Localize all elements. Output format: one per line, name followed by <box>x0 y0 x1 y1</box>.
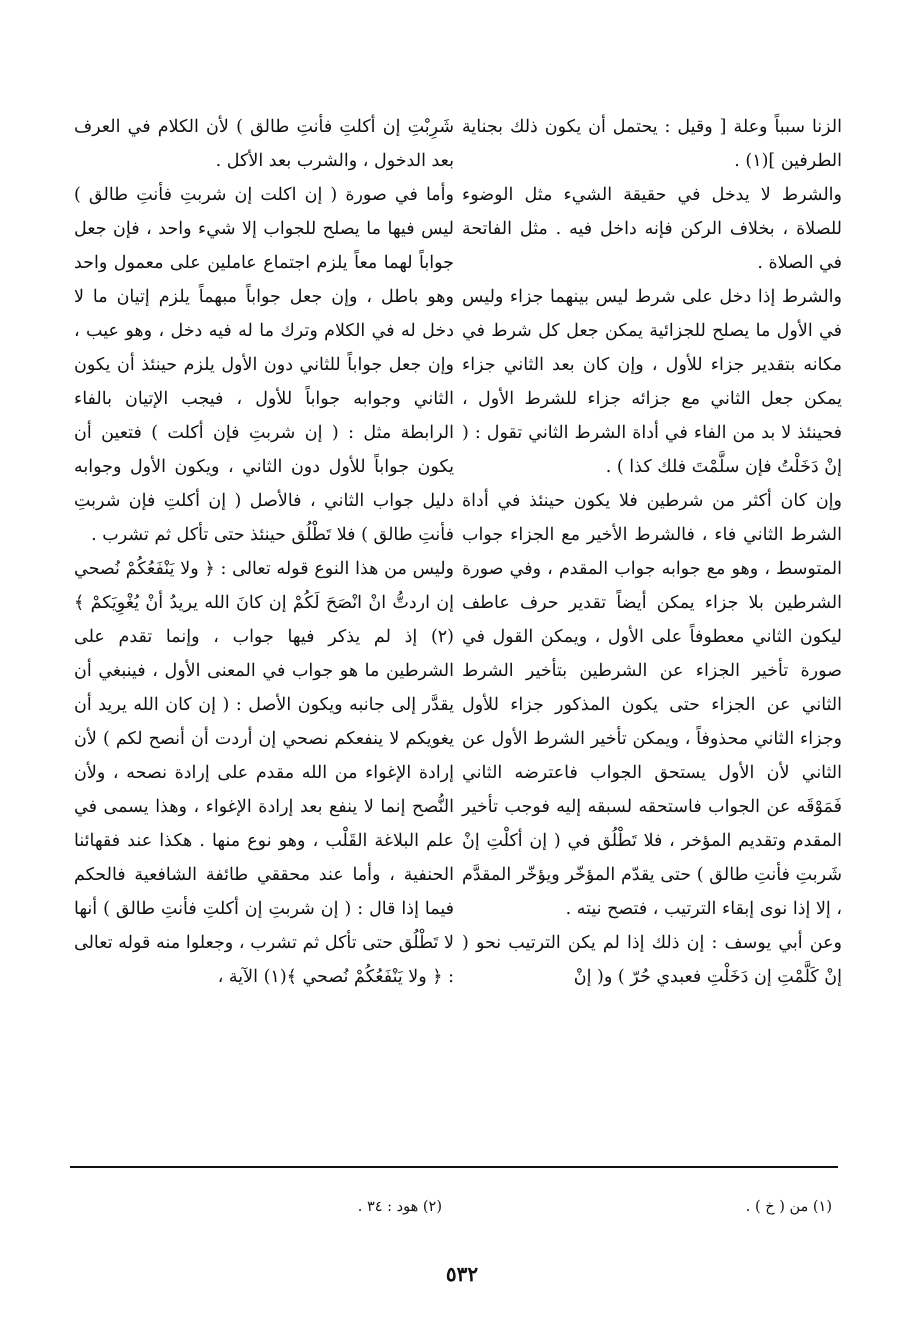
footnote-separator <box>70 1166 838 1168</box>
paragraph: وعن أبي يوسف : إن ذلك إذا لم يكن الترتيب نحو ( إنْ كَلَّمْتِ إن دَخَلْتِ فعبدي حُرّ ) و( إنْ <box>462 933 842 987</box>
paragraph: والشرط إذا دخل على شرط ليس بينهما جزاء وليس في الأول ما يصلح للجزائية يمكن جعل كل شرط في مكانه بتقدير جزاء للأول ، وإن كان بعد الثاني جزاء يمكن جعل الثاني مع جزائه جزاء للشرط الأول ، فحينئذ لا بد من الفاء في أداة الشرط الثاني تقول : ( إنْ دَخَلْتُ فإن سلَّمْتَ فلك كذا ) . <box>462 287 842 477</box>
paragraph: الزنا سبباً وعلة [ وقيل : يحتمل أن يكون ذلك بجناية الطرفين ](١) . <box>462 117 842 171</box>
text-column-right <box>462 110 842 994</box>
page-number: ٥٣٢ <box>445 1262 479 1286</box>
paragraph: والشرط لا يدخل في حقيقة الشيء مثل الوضوء للصلاة ، بخلاف الركن فإنه داخل فيه . مثل الفاتحة في الصلاة . <box>462 185 842 273</box>
footnote-1: (١) من ( خ ) . <box>745 1199 832 1215</box>
paragraph: وإن كان أكثر من شرطين فلا يكون حينئذ في أداة الشرط الثاني فاء ، فالشرط الأخير مع الجزاء جواب المتوسط ، وهو مع جوابه جواب المقدم ، وفي صورة الشرطين بلا جزاء يمكن أيضاً تقدير حرف عاطف ليكون الثاني معطوفاً على الأول ، ويمكن القول في صورة تأخير الجزاء عن الشرطين بتأخير الشرط الثاني عن الجزاء حتى يكون المذكور جزاء للأول وجزاء الثاني محذوفاً ، ويمكن تأخير الشرط الأول عن الثاني لأن الأول يستحق الجواب فاعترضه الثاني فَمَوْقَه عن الجواب فاستحقه لسبقه إليه فوجب تأخير المقدم وتقديم المؤخر ، فلا تَطْلُق في ( إن أكلْتِ إنْ شَربتِ فأنتِ طالق ) حتى يقدّم المؤخّر ويؤخّر المقدَّم ، إلا إذا نوى إبقاء الترتيب ، فتصح نيته . <box>462 491 842 919</box>
paragraph: شَرِبْتِ إن أكلتِ فأنتِ طالق ) لأن الكلام في العرف بعد الدخول ، والشرب بعد الأكل . <box>74 117 454 171</box>
text-column-left <box>74 110 454 994</box>
paragraph: وليس من هذا النوع قوله تعالى : ﴿ ولا يَنْفَعُكُمْ نُصحي إن اردتُّ انْ انْصَحَ لَكُمْ إن كانَ الله يريدُ أنْ يُغْوِيَكمْ ﴾(٢) إذ لم يذكر فيها جواب ، وإنما تقدم على الشرطين ما هو جواب في المعنى الأول ، فينبغي أن يقدَّر إلى جانبه ويكون الأصل : ( إن كان الله يريد أن يغويكم لا ينفعكم نصحي إن أردت أن أنصح لكم ) لأن إرادة الإغواء من الله مقدم على إرادة نصحه ، ولأن النُّصح إنما لا ينفع بعد إرادة الإغواء ، وهذا يسمى في علم البلاغة القَلْب ، وهو نوع منها . هكذا عند فقهائنا الحنفية ، وأما عند محققي طائفة الشافعية فالحكم فيما إذا قال : ( إن شربتِ إن أكلتِ فأنتِ طالق ) أنها لا تَطْلُق حتى تأكل ثم تشرب ، وجعلوا منه قوله تعالى : ﴿ ولا يَنْفَعُكُمْ نُصحي ﴾(١) الآية ، <box>74 559 454 987</box>
paragraph: وأما في صورة ( إن اكلت إن شربتِ فأنتِ طالق ) ليس فيها ما يصلح للجواب إلا شيء واحد ، فإن جعل جواباً لهما معاً يلزم اجتماع عاملين على معمول واحد وهو باطل ، وإن جعل جواباً مبهماً يلزم إتيان ما لا دخل له في الكلام وترك ما له فيه دخل ، وهو عيب ، وإن جعل جواباً للثاني دون الأول يلزم حينئذ أن يكون الثاني وجوابه جواباً للأول ، فيجب الإتيان بالفاء الرابطة مثل : ( إن شربتِ فإن أكلت ) فتعين أن يكون جواباً للأول دون الثاني ، ويكون الأول وجوابه دليل جواب الثاني ، فالأصل ( إن أكلتِ فإن شربتِ فأنتِ طالق ) فلا تَطْلُق حينئذ حتى تأكل ثم تشرب . <box>74 185 454 545</box>
footnote-2: (٢) هود : ٣٤ . <box>357 1199 442 1215</box>
